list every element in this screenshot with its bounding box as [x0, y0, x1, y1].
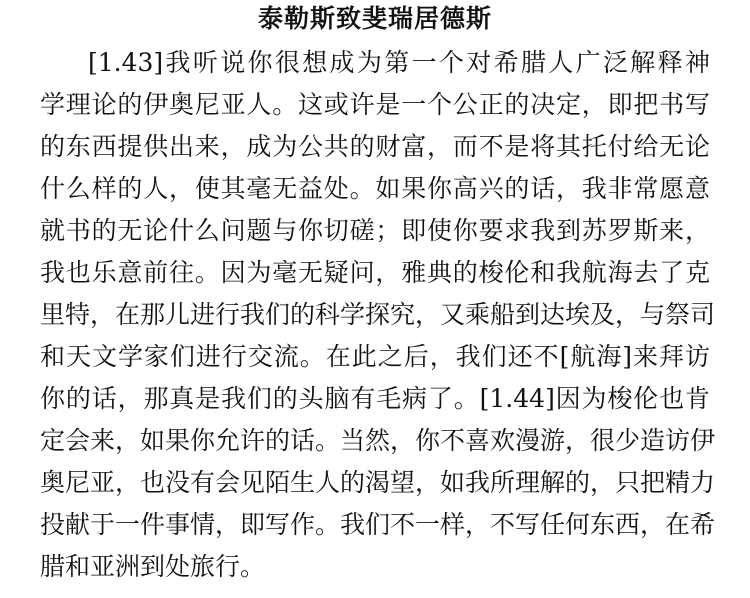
document-title: 泰勒斯致斐瑞居德斯 [257, 4, 492, 33]
text-line: 腊和亚洲到处旅行。 [40, 552, 266, 581]
text-line: 投献于一件事情，即写作。我们不一样，不写任何东西，在希 [40, 510, 716, 539]
text-line: 和天文学家们进行交流。在此之后，我们还不[航海]来拜访 [40, 342, 710, 371]
text-line: [1.43]我听说你很想成为第一个对希腊人广泛解释神 [88, 48, 710, 77]
text-line: 里特，在那儿进行我们的科学探究，又乘船到达埃及，与祭司 [40, 300, 716, 329]
text-line: 学理论的伊奥尼亚人。这或许是一个公正的决定，即把书写 [40, 90, 710, 119]
text-line: 定会来，如果你允许的话。当然，你不喜欢漫游，很少造访伊 [40, 426, 716, 455]
text-line: 就书的无论什么问题与你切磋；即使你要求我到苏罗斯来， [40, 216, 710, 245]
text-line: 你的话，那真是我们的头脑有毛病了。[1.44]因为梭伦也肯 [40, 384, 710, 413]
text-line: 奥尼亚，也没有会见陌生人的渴望，如我所理解的，只把精力 [40, 468, 716, 497]
text-line: 什么样的人，使其毫无益处。如果你高兴的话，我非常愿意 [40, 174, 710, 203]
text-line: 的东西提供出来，成为公共的财富，而不是将其托付给无论 [40, 132, 710, 161]
text-line: 我也乐意前往。因为毫无疑问，雅典的梭伦和我航海去了克 [40, 258, 710, 287]
